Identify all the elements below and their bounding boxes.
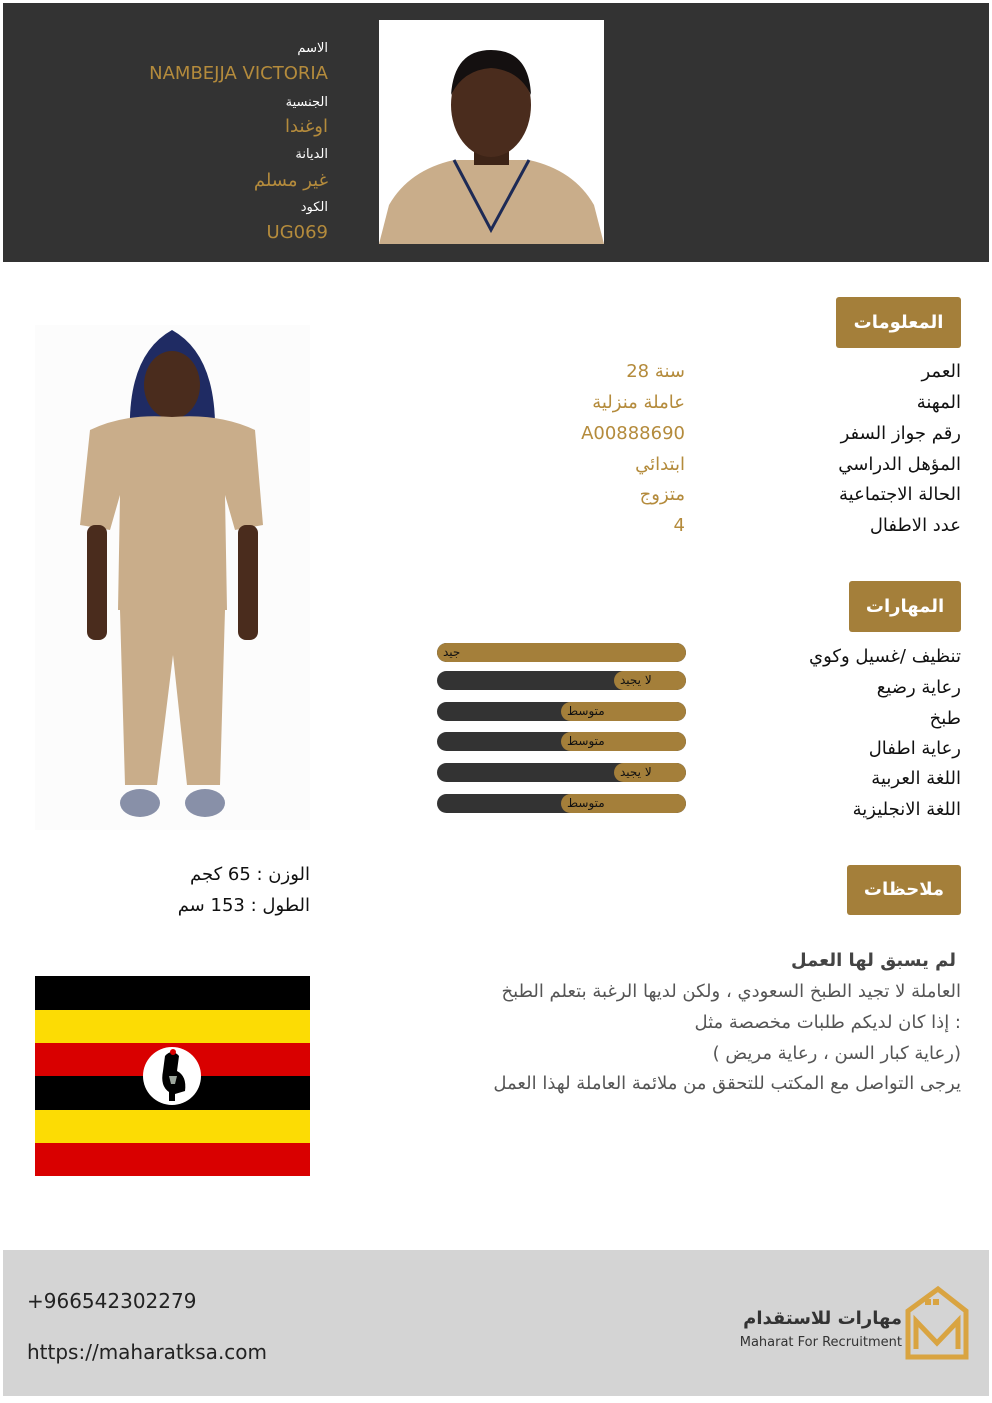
logo-text-arabic: مهارات للاستقدام: [743, 1308, 902, 1329]
code-label: الكود: [300, 200, 328, 215]
info-value-passport: A00888690: [581, 423, 685, 444]
logo-text-english: Maharat For Recruitment: [739, 1335, 902, 1350]
info-label-age: العمر: [921, 361, 961, 382]
skill-label-infant-care: رعاية رضيع: [876, 677, 961, 698]
nationality-value: اوغندا: [285, 116, 328, 137]
height-text: الطول : 153 سم: [177, 895, 310, 916]
skill-label-english: اللغة الانجليزية: [852, 799, 961, 820]
skill-bar-fill: [437, 643, 686, 662]
skill-level-text: متوسط: [567, 796, 605, 810]
name-label: الاسم: [297, 41, 328, 56]
info-label-children: عدد الاطفال: [869, 515, 961, 536]
skill-bar: [437, 763, 686, 782]
religion-value: غير مسلم: [253, 170, 328, 191]
skill-label-cooking: طبخ: [929, 708, 961, 729]
notes-heading: لم يسبق لها العمل: [791, 950, 956, 971]
notes-line: العاملة لا تجيد الطبخ السعودي ، ولكن لديها الرغبة بتعلم الطبخ: [501, 981, 961, 1002]
skill-bar: [437, 671, 686, 690]
notes-section-title: ملاحظات: [847, 865, 961, 915]
info-value-children: 4: [673, 515, 685, 536]
skill-level-text: جيد: [443, 645, 461, 659]
info-label-marital: الحالة الاجتماعية: [839, 484, 961, 505]
skill-bar: [437, 732, 686, 751]
skills-section-title: المهارات: [849, 581, 961, 632]
skill-level-text: متوسط: [567, 704, 605, 718]
info-label-education: المؤهل الدراسي: [838, 454, 961, 475]
code-value: UG069: [266, 222, 328, 243]
skill-level-text: متوسط: [567, 734, 605, 748]
info-label-profession: المهنة: [916, 392, 961, 413]
skill-bar: [437, 643, 686, 662]
website-link[interactable]: https://maharatksa.com: [27, 1340, 268, 1364]
notes-line: يرجى التواصل مع المكتب للتحقق من ملائمة العاملة لهذا العمل: [493, 1073, 961, 1094]
skill-label-arabic: اللغة العربية: [871, 768, 961, 789]
info-label-passport: رقم جواز السفر: [840, 423, 961, 444]
uganda-flag: [35, 976, 310, 1176]
info-value-profession: عاملة منزلية: [592, 392, 685, 413]
notes-line: ( رعاية كبار السن ، رعاية مريض): [712, 1043, 961, 1064]
info-section-title: المعلومات: [836, 297, 961, 348]
phone-number[interactable]: +966542302279: [27, 1289, 197, 1313]
skill-level-text: لا يجيد: [620, 765, 652, 779]
skill-bar: [437, 794, 686, 813]
skill-level-text: لا يجيد: [620, 673, 652, 687]
info-value-marital: متزوج: [639, 484, 685, 505]
religion-label: الديانة: [295, 147, 328, 162]
skill-label-child-care: رعاية اطفال: [868, 738, 961, 759]
portrait-photo: [379, 20, 604, 244]
weight-text: الوزن : 65 كجم: [190, 864, 310, 885]
name-value: NAMBEJJA VICTORIA: [149, 63, 328, 84]
nationality-label: الجنسية: [285, 95, 328, 110]
skill-label-cleaning: تنظيف /غسيل وكوي: [809, 646, 961, 667]
skill-bar: [437, 702, 686, 721]
info-value-education: ابتدائي: [635, 454, 685, 475]
full-body-photo: [35, 325, 310, 830]
info-value-age: 28 سنة: [626, 361, 685, 382]
notes-line: إذا كان لديكم طلبات مخصصة مثل :: [694, 1012, 961, 1033]
